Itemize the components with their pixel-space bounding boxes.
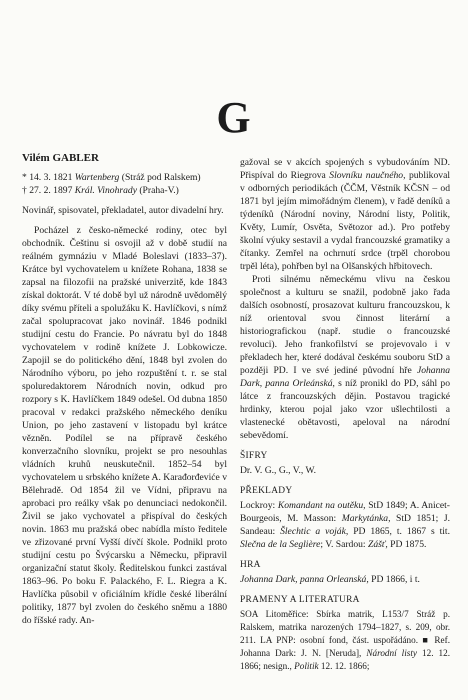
section-heading-sifry: ŠIFRY <box>240 451 268 461</box>
biography-right: gažoval se v akcích spojených s vybudováním ND. Přispíval do Riegrova Slovníku naučného, publikoval v odborných periodikách (ČČM, Věstník KČSN – od 1871 byl jejím mimořádným členem), v řadě deníků a týdeníků (Národní noviny, Národní listy, Politik, Květy, Lumír, Osvěta, Světozor ad.). Pro potřeby školní výuky sestavil a vydal francouzské gramatiky a čítanky. Zemřel na ochrnutí srdce (trpěl chorobou trpěl léta), pohřben byl na Olšanských hřbitovech. <box>240 157 450 272</box>
section-heading-preklady: PŘEKLADY <box>240 486 293 496</box>
preklady-text: Lockroy: Komandant na outěku, StD 1849; A. Anicet-Bourgeois, M. Masson: Markytánka, StD 1851; J. Sandeau: Šlechtic a voják, PD 1865, t. 1867 s tit. Slečna de la Seglière; V. Sardou: Zášť, PD 1875. <box>240 500 450 550</box>
sifry-text: Dr. V. G., G., V., W. <box>240 465 317 476</box>
hra-text: Johanna Dark, panna Orleanská, PD 1866, i t. <box>240 574 420 585</box>
section-heading-prameny: PRAMENY A LITERATURA <box>240 595 360 605</box>
left-column <box>22 152 227 627</box>
right-column <box>240 156 450 673</box>
death-line: † 27. 2. 1897 Král. Vinohrady (Praha-V.) <box>22 185 179 196</box>
birth-line: * 14. 3. 1821 Wartenberg (Stráž pod Ralskem) <box>22 172 201 183</box>
section-heading-hra: HRA <box>240 560 261 570</box>
occupation: Novinář, spisovatel, překladatel, autor divadelní hry. <box>22 205 224 216</box>
biography-right-2: Proti silnému německému vlivu na českou společnost a kulturu se snažil, podobně jako řada dalších osobností, prosazovat kulturu francouzskou, k níž orientoval svou činnost literární a historiografickou (např. studie o francouzské revoluci). Jeho frankofilství se projevovalo i v překladech her, které dodával českému souboru StD a později PD. I ve své jediné původní hře Johanna Dark, panna Orleánská, s níž pronikl do PD, sáhl po látce z francouzských dějin. Postavou tragické hrdinky, kterou pojal jako vzor ušlechtilosti a vlastenecké obětavosti, apeloval na národní sebevědomí. <box>240 274 450 441</box>
prameny-text: SOA Litoměřice: Sbírka matrik, L153/7 Stráž p. Ralskem, matrika narozených 1794–1827, s. 209, obr. 211. LA PNP: osobní fond, část. uspořádáno. ■ Ref. Johanna Dark: J. N. [Neruda], Národní listy 12. 12. 1866; nesign., Politik 12. 12. 1866; <box>240 609 450 671</box>
section-letter: G <box>216 93 252 142</box>
entry-name: Vilém GABLER <box>22 152 99 164</box>
biography-left: Pocházel z česko-německé rodiny, otec byl obchodník. Češtinu si osvojil až v době studií na reálném gymnáziu v Mladé Boleslavi (1833–37). Krátce byl vychovatelem u knížete Rohana, 1838 se zapsal na filozofii na pražské univerzitě, kde 1843 získal doktorát. V té době byl už národně uvědomělý díky svému příteli a spolužáku K. Havlíčkovi, s nímž začal spolupracovat jako novinář. 1846 podnikl studijní cestu do Francie. Po návratu byl do 1848 vychovatelem v rodině knížete J. Lobkowicze. Zapojil se do politického dění, 1848 byl zvolen do Národního výboru, po jeho rozpuštění t. r. se stal spoluredaktorem Národních novin, odkud pro rozpory s K. Havlíčkem 1849 odešel. Od dubna 1850 pracoval v redakci pražského německého deníku Union, po jeho zastavení v listopadu byl krátce vězněn. Podílel se na přípravě českého konverzačního slovníku, projekt se pro nesouhlas vládních kruhů neuskutečnil. 1852–54 byl vychovatelem u srbského knížete A. Karađorđeviće v Bělehradě. Od 1854 žil ve Vídni, připravu na aprobaci pro reálky však po denunciaci nedokončil. Živil se jako vychovatel a přispíval do českých novin. 1863 mu pražská obec nabídla místo ředitele ve zřizované první Vyšší dívčí škole. Podnikl proto studijní cestu po Švýcarsku a Německu, připravil organizační statut školy. Ředitelskou funkci zastával 1863–96. Po boku F. Palackého, F. L. Riegra a K. Havlíčka působil v oficiálním křídle české liberální politiky, 1877 byl zvolen do českého sněmu a 1880 do říšské rady. An- <box>22 225 227 626</box>
